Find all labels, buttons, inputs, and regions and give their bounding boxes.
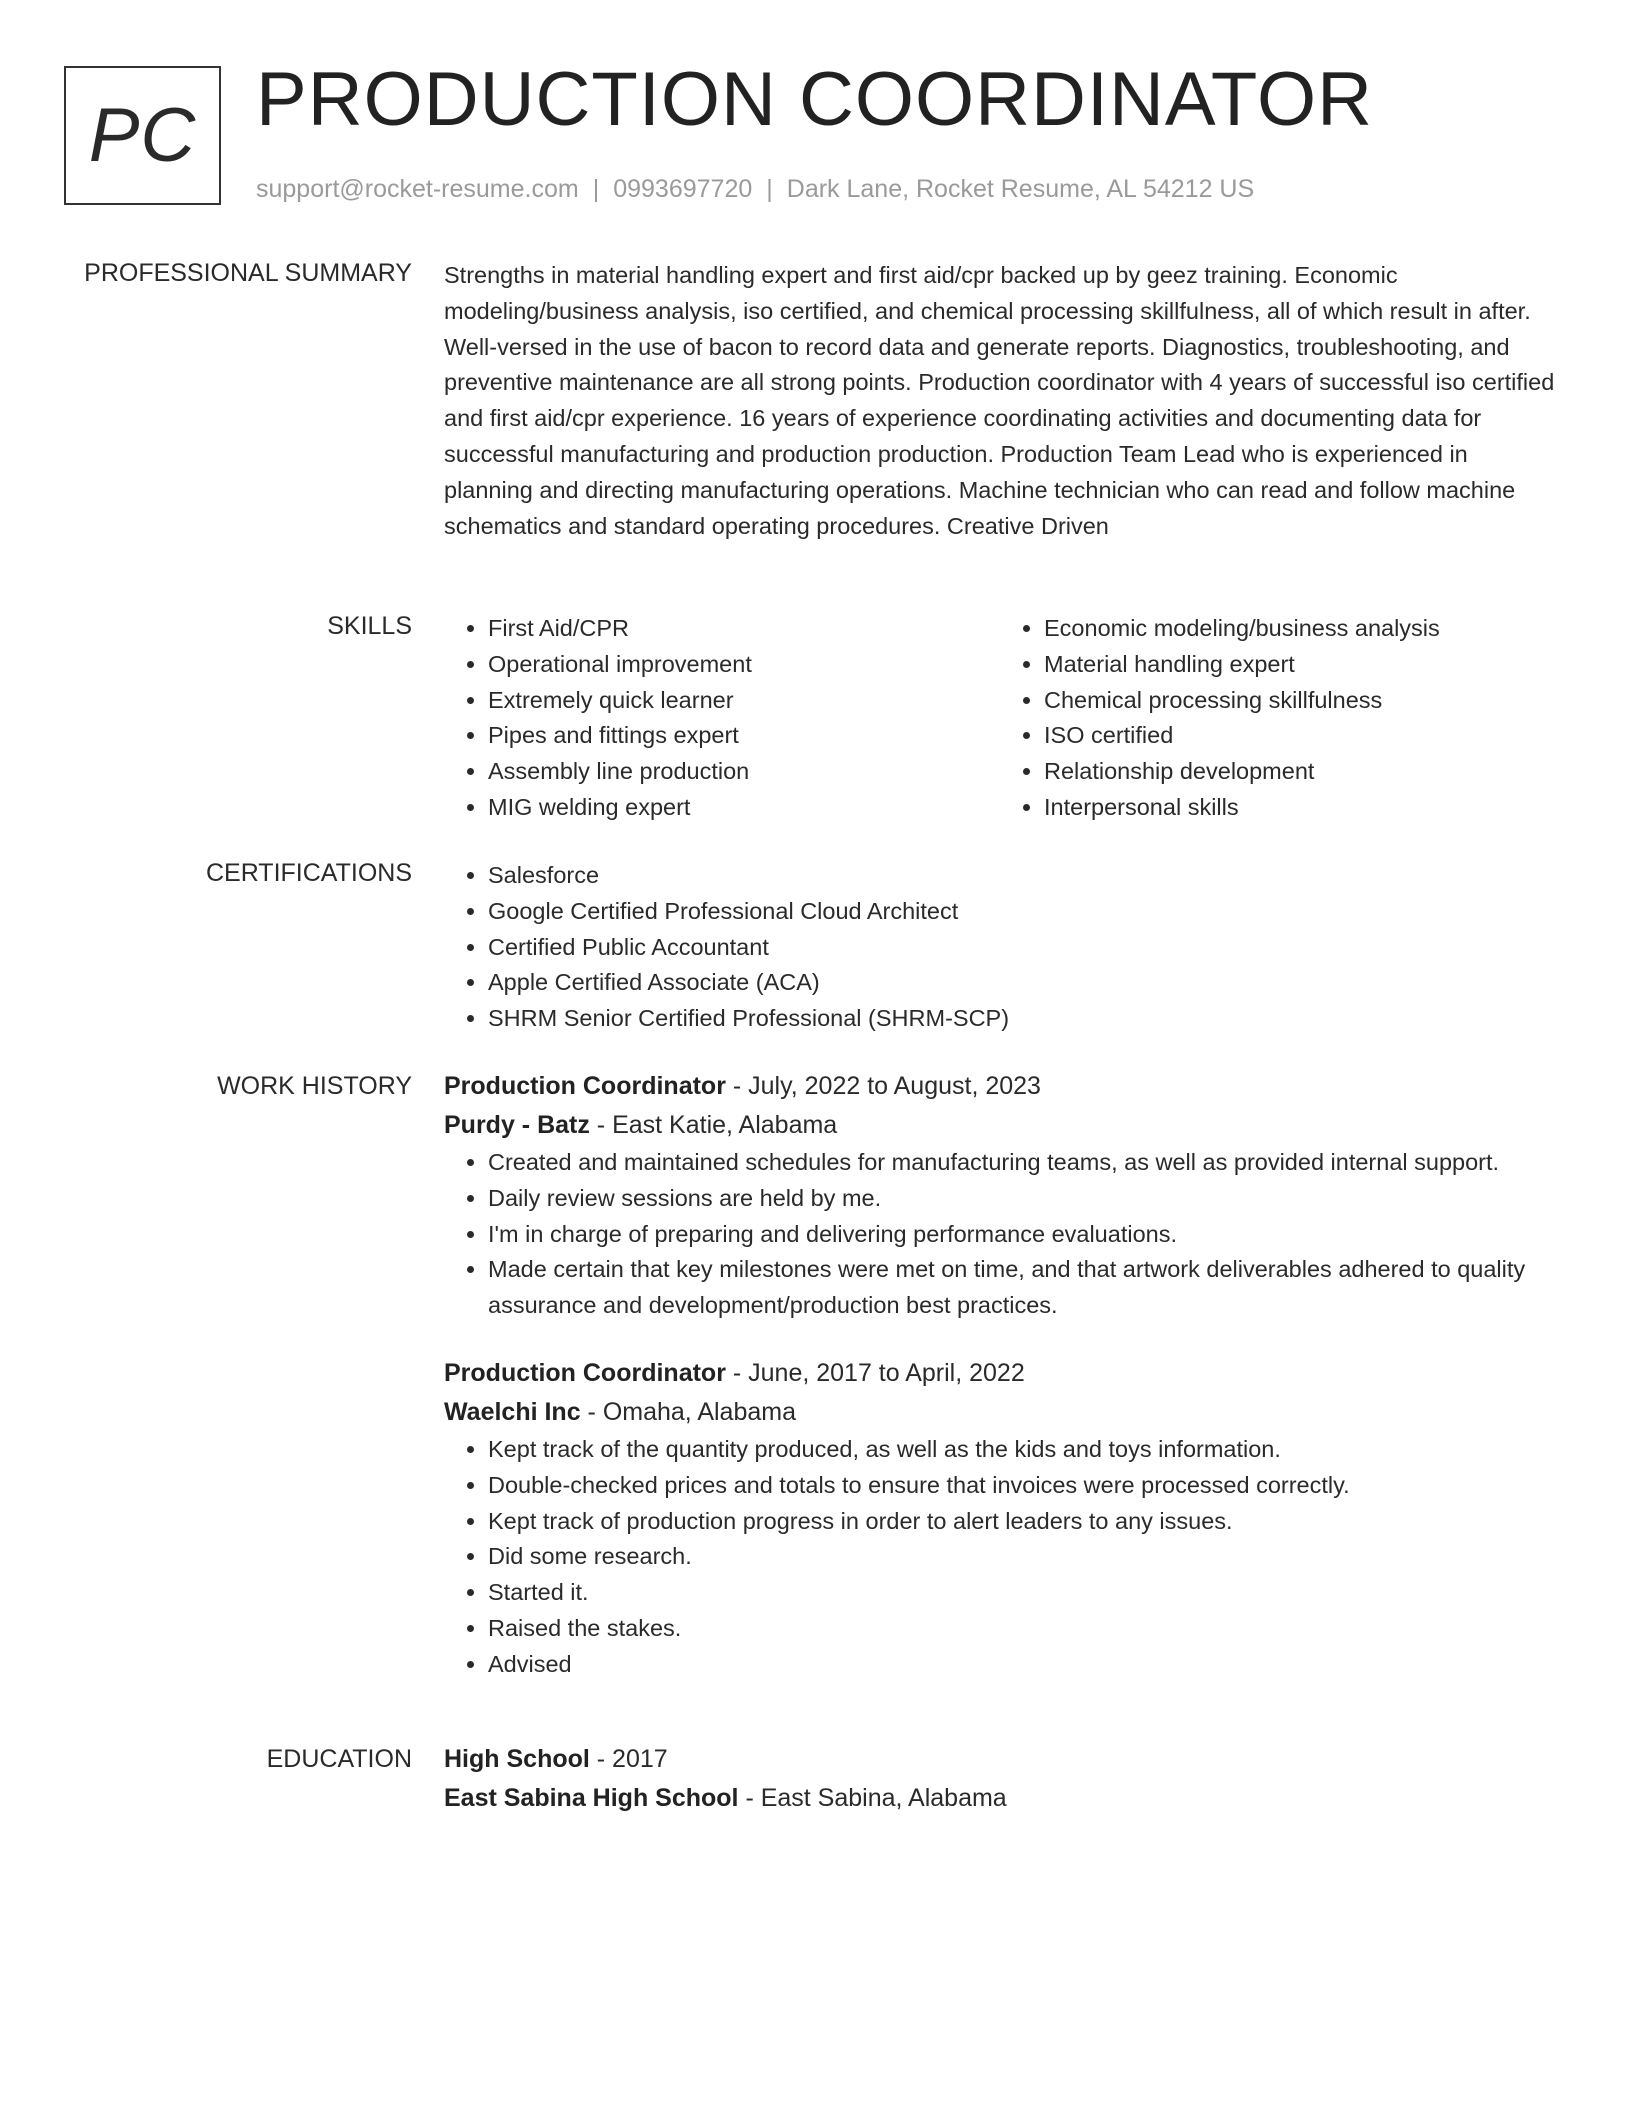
job-role: Production Coordinator (444, 1072, 726, 1100)
job-bullet: • Advised (488, 1647, 1556, 1683)
certifications-list (444, 858, 1556, 1037)
job-location: - Omaha, Alabama (580, 1397, 796, 1426)
job-bullet: • Raised the stakes. (488, 1611, 1556, 1647)
education-degree: High School (444, 1745, 590, 1773)
section-title-education: EDUCATION (266, 1745, 412, 1773)
contact-address: Dark Lane, Rocket Resume, AL 54212 US (786, 175, 1255, 203)
job-dates: - July, 2022 to August, 2023 (725, 1072, 1041, 1100)
section-title-summary: PROFESSIONAL SUMMARY (84, 259, 412, 287)
skill-item: • Chemical processing skillfulness (1044, 683, 1556, 719)
contact-email: support@rocket-resume.com (256, 175, 579, 203)
section-title-skills: SKILLS (327, 612, 412, 640)
monogram-box (64, 66, 221, 205)
skills-list-right (1000, 611, 1556, 826)
education-school: East Sabina High School (444, 1784, 739, 1812)
certification-item: • Apple Certified Associate (ACA) (488, 965, 1556, 1001)
certifications-body (444, 858, 1556, 1037)
job-bullet: • Did some research. (488, 1539, 1556, 1575)
education-year: - 2017 (589, 1745, 668, 1773)
skill-item: • MIG welding expert (488, 790, 1000, 826)
job-bullet: • I'm in charge of preparing and delivering performance evaluations. (488, 1217, 1556, 1253)
education-location: - East Sabina, Alabama (738, 1784, 1007, 1812)
skill-item: • Extremely quick learner (488, 683, 1000, 719)
education-school-line (444, 1779, 1556, 1818)
job-role-line (444, 1354, 1556, 1393)
skill-item: • ISO certified (1044, 718, 1556, 754)
job-entry (444, 1067, 1556, 1324)
job-entry (444, 1354, 1556, 1683)
certification-item: • Google Certified Professional Cloud Architect (488, 894, 1556, 930)
certification-item: • SHRM Senior Certified Professional (SHRM-SCP) (488, 1001, 1556, 1037)
skills-list-left (444, 611, 1000, 826)
skills-columns (444, 611, 1556, 826)
contact-line (256, 174, 1254, 204)
section-title-work-history: WORK HISTORY (217, 1072, 412, 1100)
job-dates: - June, 2017 to April, 2022 (725, 1358, 1025, 1387)
skill-item: • Relationship development (1044, 754, 1556, 790)
job-role-line (444, 1067, 1556, 1106)
job-bullet: • Made certain that key milestones were met on time, and that artwork deliverables adhered to quality assurance and development/production best practices. (488, 1252, 1556, 1324)
job-bullet: • Double-checked prices and totals to ensure that invoices were processed correctly. (488, 1468, 1556, 1504)
resume-title: PRODUCTION COORDINATOR (256, 57, 1373, 142)
work-history-body (444, 1067, 1556, 1713)
skill-item: • Economic modeling/business analysis (1044, 611, 1556, 647)
job-bullet: • Started it. (488, 1575, 1556, 1611)
skill-item: • Interpersonal skills (1044, 790, 1556, 826)
education-body (444, 1740, 1556, 1818)
skill-item: • First Aid/CPR (488, 611, 1000, 647)
job-location: - East Katie, Alabama (589, 1111, 838, 1139)
contact-phone: 0993697720 (613, 175, 753, 203)
section-title-certifications: CERTIFICATIONS (205, 859, 412, 887)
job-company: Purdy - Batz (444, 1111, 590, 1139)
skill-item: • Pipes and fittings expert (488, 718, 1000, 754)
job-bullet: • Created and maintained schedules for manufacturing teams, as well as provided internal support. (488, 1145, 1556, 1181)
job-company: Waelchi Inc (444, 1397, 581, 1426)
job-role: Production Coordinator (444, 1358, 726, 1387)
certification-item: • Salesforce (488, 858, 1556, 894)
summary-body (444, 258, 1556, 544)
job-bullets (444, 1145, 1556, 1324)
skill-item: • Operational improvement (488, 647, 1000, 683)
skill-item: • Material handling expert (1044, 647, 1556, 683)
skills-body (444, 611, 1556, 826)
summary-text: Strengths in material handling expert and first aid/cpr backed up by geez training. Economic modeling/business analysis, iso certified, and chemical processing skillfulness, all of which result in after. Well-versed in the use of bacon to record data and generate reports. Diagnostics, troubleshooting, and preventive maintenance are all strong points. Production coordinator with 4 years of successful iso certified and first aid/cpr experience. 16 years of experience coordinating activities and documenting data for successful manufacturing and production production. Production Team Lead who is experienced in planning and directing manufacturing operations. Machine technician who can read and follow machine schematics and standard operating procedures. Creative Driven (444, 262, 1555, 539)
job-bullet: • Kept track of the quantity produced, as well as the kids and toys information. (488, 1432, 1556, 1468)
job-bullets (444, 1432, 1556, 1683)
contact-separator: | (592, 175, 600, 203)
job-bullet: • Kept track of production progress in order to alert leaders to any issues. (488, 1504, 1556, 1540)
job-company-line (444, 1393, 1556, 1432)
education-degree-line (444, 1740, 1556, 1779)
certification-item: • Certified Public Accountant (488, 930, 1556, 966)
contact-separator: | (766, 175, 773, 203)
job-company-line (444, 1106, 1556, 1145)
monogram-initials: PC (88, 92, 197, 178)
skill-item: • Assembly line production (488, 754, 1000, 790)
job-bullet: • Daily review sessions are held by me. (488, 1181, 1556, 1217)
